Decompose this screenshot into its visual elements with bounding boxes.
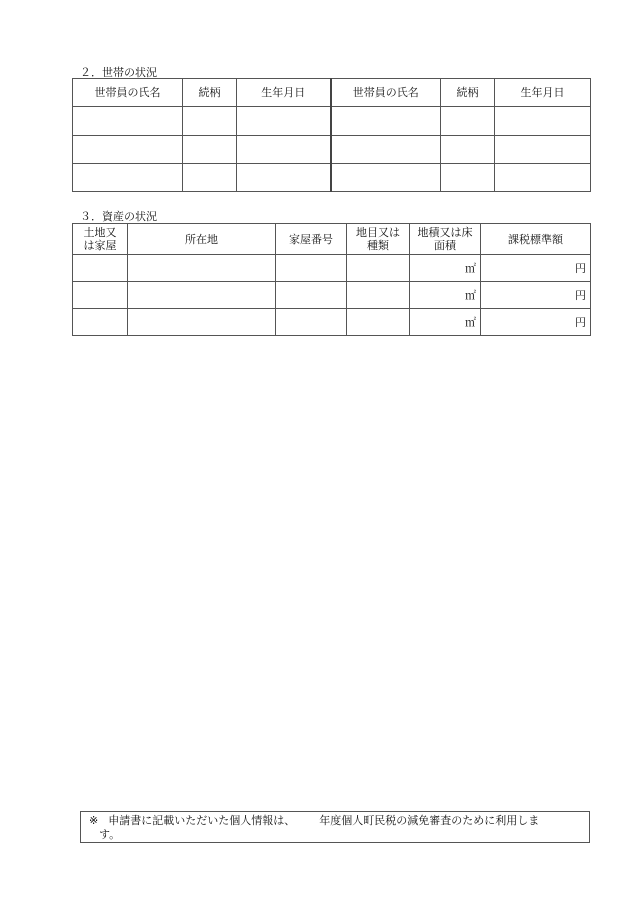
assets-section-title: ３．資産の状況	[80, 210, 157, 223]
member-name-cell[interactable]	[331, 107, 441, 136]
household-header-row	[73, 79, 591, 107]
house-number-cell[interactable]	[276, 309, 347, 336]
assets-header-row	[73, 224, 591, 255]
member-name-cell[interactable]	[73, 164, 183, 192]
relation-cell[interactable]	[441, 107, 495, 136]
note-mark: ※	[89, 814, 99, 827]
birthdate-cell[interactable]	[495, 164, 591, 192]
birthdate-cell[interactable]	[495, 107, 591, 136]
relation-cell[interactable]	[183, 136, 237, 164]
note-text-2: 年度個人町民税の減免審査のために利用しま	[319, 814, 540, 827]
location-cell[interactable]	[128, 282, 276, 309]
land-type-cell[interactable]	[347, 282, 410, 309]
header-member-name-2: 世帯員の氏名	[331, 79, 441, 107]
header-relation-2: 続柄	[441, 79, 495, 107]
member-name-cell[interactable]	[331, 136, 441, 164]
tax-value-cell[interactable]	[481, 282, 591, 309]
table-row	[73, 309, 591, 336]
table-row	[73, 255, 591, 282]
area-unit: ㎡	[465, 289, 476, 302]
header-land-or-house	[73, 224, 128, 255]
member-name-cell[interactable]	[73, 107, 183, 136]
household-section-title: ２．世帯の状況	[80, 66, 157, 79]
header-birthdate-2: 生年月日	[495, 79, 591, 107]
member-name-cell[interactable]	[73, 136, 183, 164]
header-tax-value: 課税標準額	[481, 224, 591, 255]
table-row	[73, 107, 591, 136]
member-name-cell[interactable]	[331, 164, 441, 192]
land-type-cell[interactable]	[347, 255, 410, 282]
header-area-line2: 面積	[434, 239, 456, 252]
yen-unit: 円	[575, 262, 586, 275]
household-table	[72, 78, 591, 192]
tax-value-cell[interactable]	[481, 309, 591, 336]
header-house-number: 家屋番号	[276, 224, 347, 255]
header-area-line1: 地積又は床	[417, 226, 473, 239]
location-cell[interactable]	[128, 309, 276, 336]
yen-unit: 円	[575, 316, 586, 329]
relation-cell[interactable]	[183, 107, 237, 136]
note-text-3: す。	[99, 828, 121, 841]
header-land-type-line2: 種類	[367, 239, 389, 252]
area-unit: ㎡	[465, 316, 476, 329]
header-member-name: 世帯員の氏名	[73, 79, 183, 107]
kind-cell[interactable]	[73, 282, 128, 309]
header-land-type-line1: 地目又は	[356, 226, 400, 239]
location-cell[interactable]	[128, 255, 276, 282]
house-number-cell[interactable]	[276, 282, 347, 309]
header-land-type	[347, 224, 410, 255]
header-birthdate: 生年月日	[237, 79, 331, 107]
area-cell[interactable]	[410, 255, 481, 282]
area-cell[interactable]	[410, 282, 481, 309]
privacy-note	[80, 811, 590, 843]
land-type-cell[interactable]	[347, 309, 410, 336]
kind-cell[interactable]	[73, 255, 128, 282]
area-cell[interactable]	[410, 309, 481, 336]
note-text-1: 申請書に記載いただいた個人情報は、	[108, 814, 296, 827]
relation-cell[interactable]	[441, 164, 495, 192]
house-number-cell[interactable]	[276, 255, 347, 282]
kind-cell[interactable]	[73, 309, 128, 336]
birthdate-cell[interactable]	[495, 136, 591, 164]
birthdate-cell[interactable]	[237, 136, 331, 164]
header-land-or-house-line1: 土地又	[83, 226, 117, 239]
yen-unit: 円	[575, 289, 586, 302]
area-unit: ㎡	[465, 262, 476, 275]
header-location: 所在地	[128, 224, 276, 255]
header-land-or-house-line2: は家屋	[83, 239, 117, 252]
table-row	[73, 136, 591, 164]
table-row	[73, 282, 591, 309]
header-relation: 続柄	[183, 79, 237, 107]
assets-table	[72, 223, 591, 336]
birthdate-cell[interactable]	[237, 107, 331, 136]
tax-value-cell[interactable]	[481, 255, 591, 282]
birthdate-cell[interactable]	[237, 164, 331, 192]
relation-cell[interactable]	[183, 164, 237, 192]
table-row	[73, 164, 591, 192]
header-area	[410, 224, 481, 255]
relation-cell[interactable]	[441, 136, 495, 164]
